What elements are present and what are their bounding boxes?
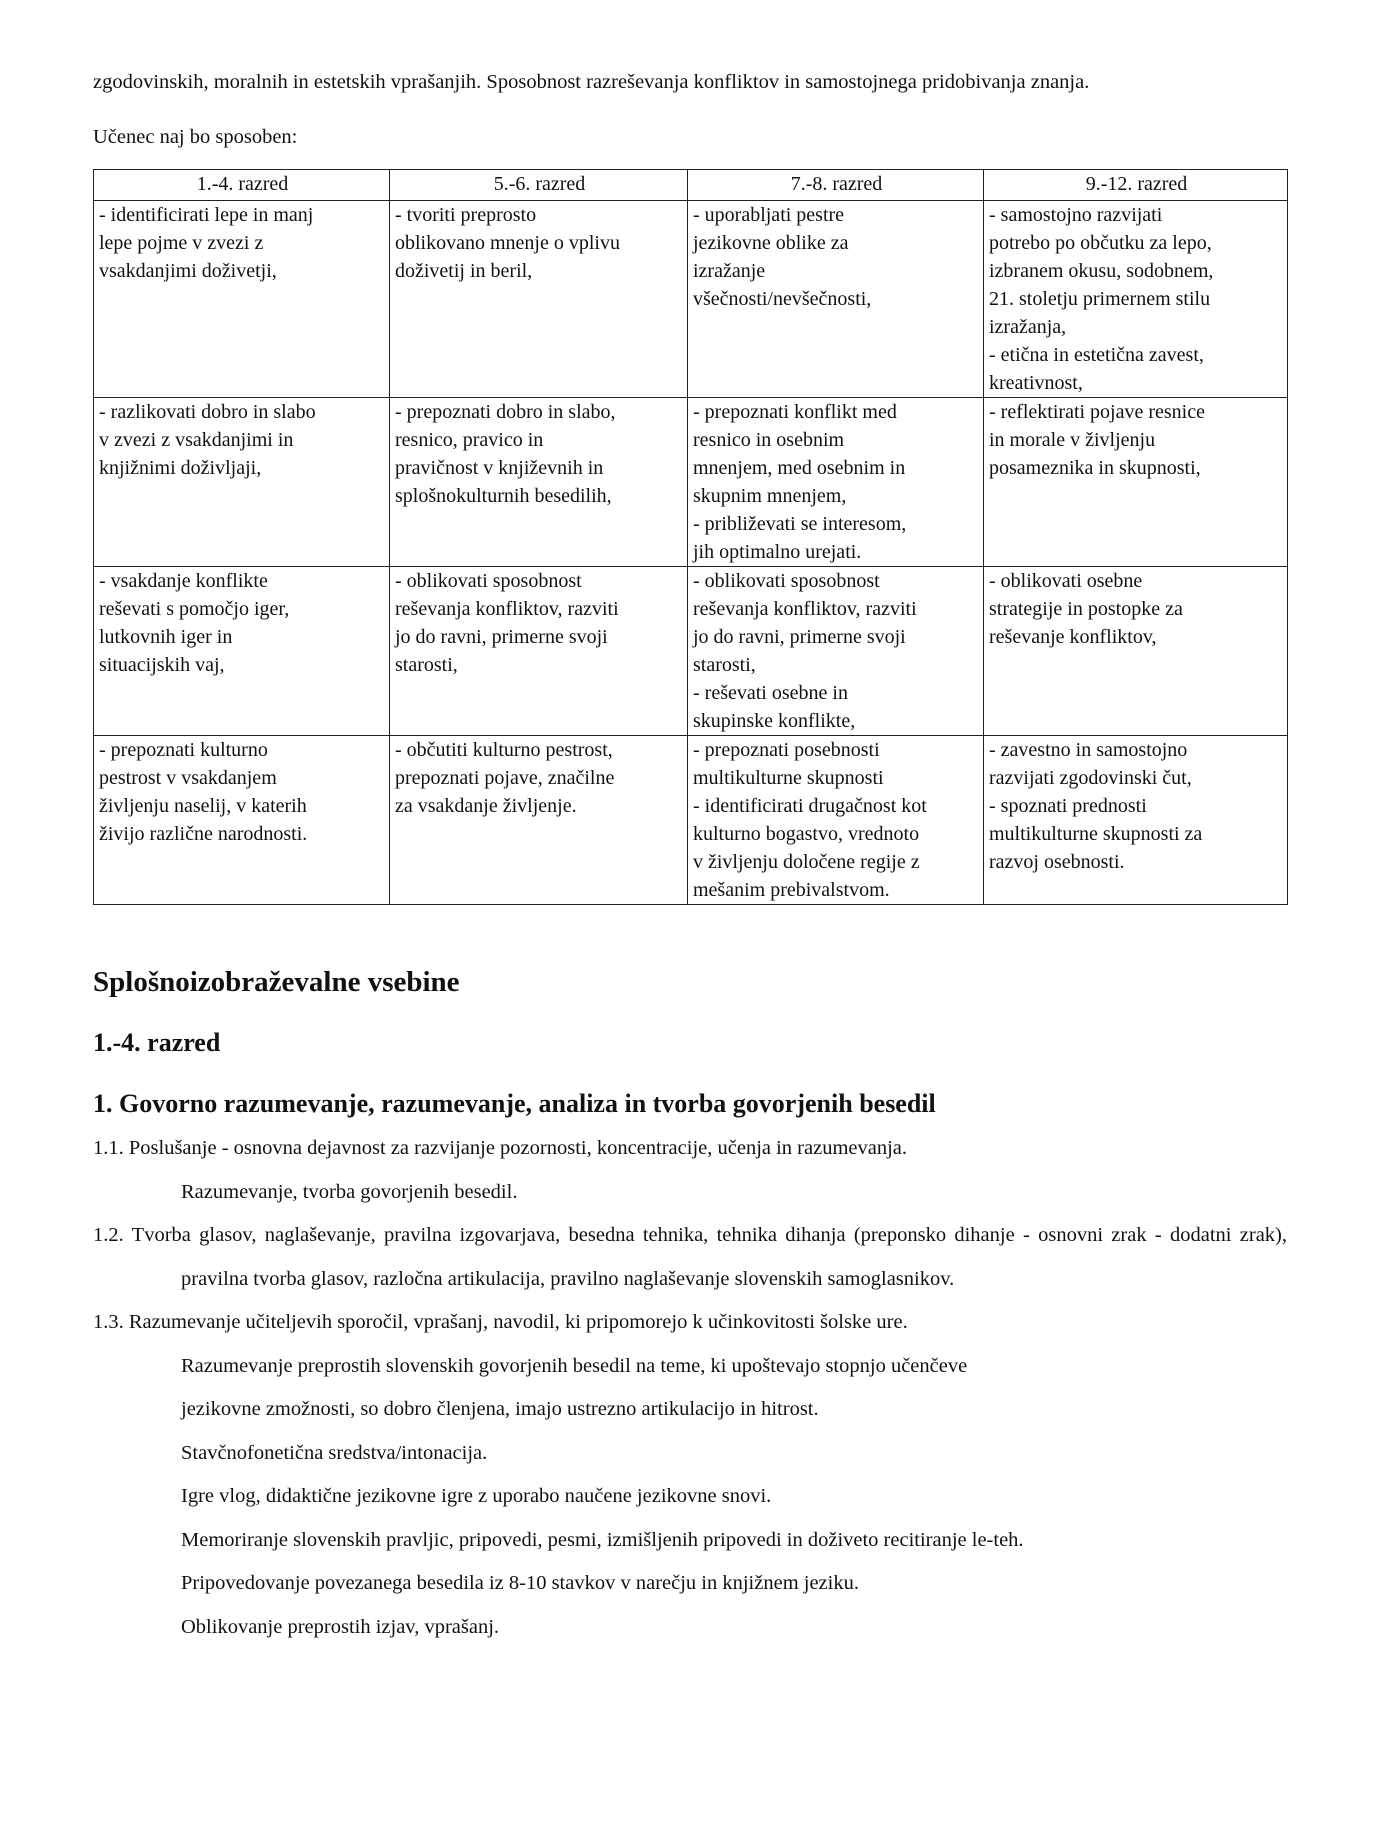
cell-line: starosti, — [395, 654, 458, 676]
cell-line: 21. stoletju primernem stilu — [989, 288, 1211, 310]
cell-line: življenju naselij, v katerih — [99, 795, 307, 817]
column-header: 7.-8. razred — [688, 170, 984, 201]
cell-line: razvoj osebnosti. — [989, 851, 1125, 873]
cell-line: skupinske konflikte, — [693, 710, 856, 732]
table-row — [94, 736, 1288, 905]
cell-line: - identificirati drugačnost kot — [693, 795, 927, 817]
content-list — [93, 1127, 1287, 1649]
list-item: 1.3. Razumevanje učiteljevih sporočil, vprašanj, navodil, ki pripomorejo k učinkovitosti šolske ure. — [93, 1311, 908, 1333]
cell-line: - identificirati lepe in manj — [99, 204, 314, 226]
column-header: 9.-12. razred — [984, 170, 1288, 201]
list-item: Razumevanje, tvorba govorjenih besedil. — [181, 1180, 518, 1203]
cell-line: lutkovnih iger in — [99, 626, 233, 648]
cell-line: in morale v življenju — [989, 429, 1156, 451]
cell-line: prepoznati pojave, značilne — [395, 767, 615, 789]
cell-line: - razlikovati dobro in slabo — [99, 401, 316, 423]
cell-line: resnico in osebnim — [693, 429, 845, 451]
cell-line: mnenjem, med osebnim in — [693, 457, 906, 479]
cell-line: - oblikovati sposobnost — [395, 570, 582, 592]
list-item: Oblikovanje preprostih izjav, vprašanj. — [181, 1615, 500, 1638]
cell-line: jo do ravni, primerne svoji — [395, 626, 608, 648]
cell-line: - zavestno in samostojno — [989, 739, 1188, 761]
cell-line: posameznika in skupnosti, — [989, 457, 1201, 479]
column-header: 5.-6. razred — [390, 170, 688, 201]
table-cell — [390, 567, 688, 736]
cell-line: jo do ravni, primerne svoji — [693, 626, 906, 648]
cell-line: kulturno bogastvo, vrednoto — [693, 823, 920, 845]
table-cell — [688, 398, 984, 567]
column-header: 1.-4. razred — [94, 170, 390, 201]
cell-line: - etična in estetična zavest, — [989, 344, 1204, 366]
cell-line: - približevati se interesom, — [693, 513, 907, 535]
cell-line: splošnokulturnih besedilih, — [395, 485, 612, 507]
table-cell — [688, 736, 984, 905]
document-page — [93, 68, 1287, 1649]
cell-line: oblikovano mnenje o vplivu — [395, 232, 620, 254]
table-cell — [94, 398, 390, 567]
table-cell — [94, 201, 390, 398]
competency-table — [93, 169, 1288, 905]
cell-line: multikulturne skupnosti za — [989, 823, 1203, 845]
table-cell — [984, 398, 1288, 567]
list-item: Igre vlog, didaktične jezikovne igre z uporabo naučene jezikovne snovi. — [181, 1485, 772, 1507]
cell-line: starosti, — [693, 654, 756, 676]
cell-line: izbranem okusu, sodobnem, — [989, 260, 1214, 282]
cell-line: - reflektirati pojave resnice — [989, 401, 1205, 423]
table-cell — [688, 201, 984, 398]
table-cell — [94, 567, 390, 736]
cell-line: - prepoznati dobro in slabo, — [395, 401, 616, 423]
cell-line: reševanja konfliktov, razviti — [395, 598, 619, 620]
cell-line: - reševati osebne in — [693, 682, 848, 704]
cell-line: - spoznati prednosti — [989, 795, 1147, 817]
cell-line: - oblikovati osebne — [989, 570, 1143, 592]
cell-line: - občutiti kulturno pestrost, — [395, 739, 613, 761]
cell-line: - samostojno razvijati — [989, 204, 1163, 226]
cell-line: mešanim prebivalstvom. — [693, 879, 890, 901]
cell-line: situacijskih vaj, — [99, 654, 225, 676]
list-item: 1.2. Tvorba glasov, naglaševanje, pravilna izgovarjava, besedna tehnika, tehnika dihanja (preponsko dihanje - osnovni zrak - dodatni zrak), pravilna tvorba glasov, razločna artikulacija, pravilno naglaševanje slovenskih samoglasnikov. — [93, 1224, 1287, 1290]
cell-line: - tvoriti preprosto — [395, 204, 537, 226]
cell-line: všečnosti/nevšečnosti, — [693, 288, 872, 310]
cell-line: - prepoznati kulturno — [99, 739, 268, 761]
cell-line: - prepoznati posebnosti — [693, 739, 880, 761]
cell-line: - oblikovati sposobnost — [693, 570, 880, 592]
cell-line: doživetij in beril, — [395, 260, 533, 282]
cell-line: - vsakdanje konflikte — [99, 570, 268, 592]
cell-line: razvijati zgodovinski čut, — [989, 767, 1192, 789]
cell-line: potrebo po občutku za lepo, — [989, 232, 1212, 254]
cell-line: v zvezi z vsakdanjimi in — [99, 429, 294, 451]
cell-line: - uporabljati pestre — [693, 204, 845, 226]
cell-line: v življenju določene regije z — [693, 851, 920, 873]
cell-line: lepe pojme v zvezi z — [99, 232, 264, 254]
cell-line: resnico, pravico in — [395, 429, 544, 451]
table-cell — [984, 736, 1288, 905]
cell-line: živijo različne narodnosti. — [99, 823, 308, 845]
table-cell — [984, 567, 1288, 736]
section-title: Splošnoizobraževalne vsebine — [93, 966, 460, 998]
list-item: 1.1. Poslušanje - osnovna dejavnost za razvijanje pozornosti, koncentracije, učenja in razumevanja. — [93, 1137, 908, 1159]
grade-title: 1.-4. razred — [93, 1028, 221, 1057]
cell-line: vsakdanjimi doživetji, — [99, 260, 277, 282]
cell-line: reševanje konfliktov, — [989, 626, 1157, 648]
cell-line: skupnim mnenjem, — [693, 485, 847, 507]
cell-line: izražanje — [693, 260, 766, 282]
table-row — [94, 201, 1288, 398]
table-cell — [984, 201, 1288, 398]
list-item: jezikovne zmožnosti, so dobro členjena, imajo ustrezno artikulacijo in hitrost. — [181, 1398, 819, 1420]
list-item: Memoriranje slovenskih pravljic, pripovedi, pesmi, izmišljenih pripovedi in doživeto recitiranje le-teh. — [181, 1528, 1024, 1551]
cell-line: - prepoznati konflikt med — [693, 401, 897, 423]
table-cell — [390, 398, 688, 567]
cell-line: reševati s pomočjo iger, — [99, 598, 290, 620]
table-cell — [688, 567, 984, 736]
cell-line: pestrost v vsakdanjem — [99, 767, 277, 789]
topic-title: 1. Govorno razumevanje, razumevanje, analiza in tvorba govorjenih besedil — [93, 1089, 936, 1118]
cell-line: reševanja konfliktov, razviti — [693, 598, 917, 620]
table-cell — [94, 736, 390, 905]
cell-line: kreativnost, — [989, 372, 1083, 394]
cell-line: za vsakdanje življenje. — [395, 795, 577, 817]
table-cell — [390, 201, 688, 398]
table-row — [94, 567, 1288, 736]
cell-line: jih optimalno urejati. — [693, 541, 862, 563]
table-row — [94, 398, 1288, 567]
table-cell — [390, 736, 688, 905]
cell-line: jezikovne oblike za — [693, 232, 849, 254]
cell-line: strategije in postopke za — [989, 598, 1183, 620]
list-item: Stavčnofonetična sredstva/intonacija. — [181, 1441, 488, 1464]
cell-line: knjižnimi doživljaji, — [99, 457, 262, 479]
intro-paragraph: zgodovinskih, moralnih in estetskih vprašanjih. Sposobnost razreševanja konfliktov in samostojnega pridobivanja znanja. — [93, 71, 1090, 93]
table-lead-text: Učenec naj bo sposoben: — [93, 126, 298, 148]
cell-line: izražanja, — [989, 316, 1067, 338]
cell-line: pravičnost v književnih in — [395, 457, 604, 479]
cell-line: multikulturne skupnosti — [693, 767, 884, 789]
list-item: Razumevanje preprostih slovenskih govorjenih besedil na teme, ki upoštevajo stopnjo učenčeve — [181, 1354, 968, 1377]
list-item: Pripovedovanje povezanega besedila iz 8-10 stavkov v narečju in knjižnem jeziku. — [181, 1572, 859, 1594]
table-header-row — [94, 170, 1288, 201]
